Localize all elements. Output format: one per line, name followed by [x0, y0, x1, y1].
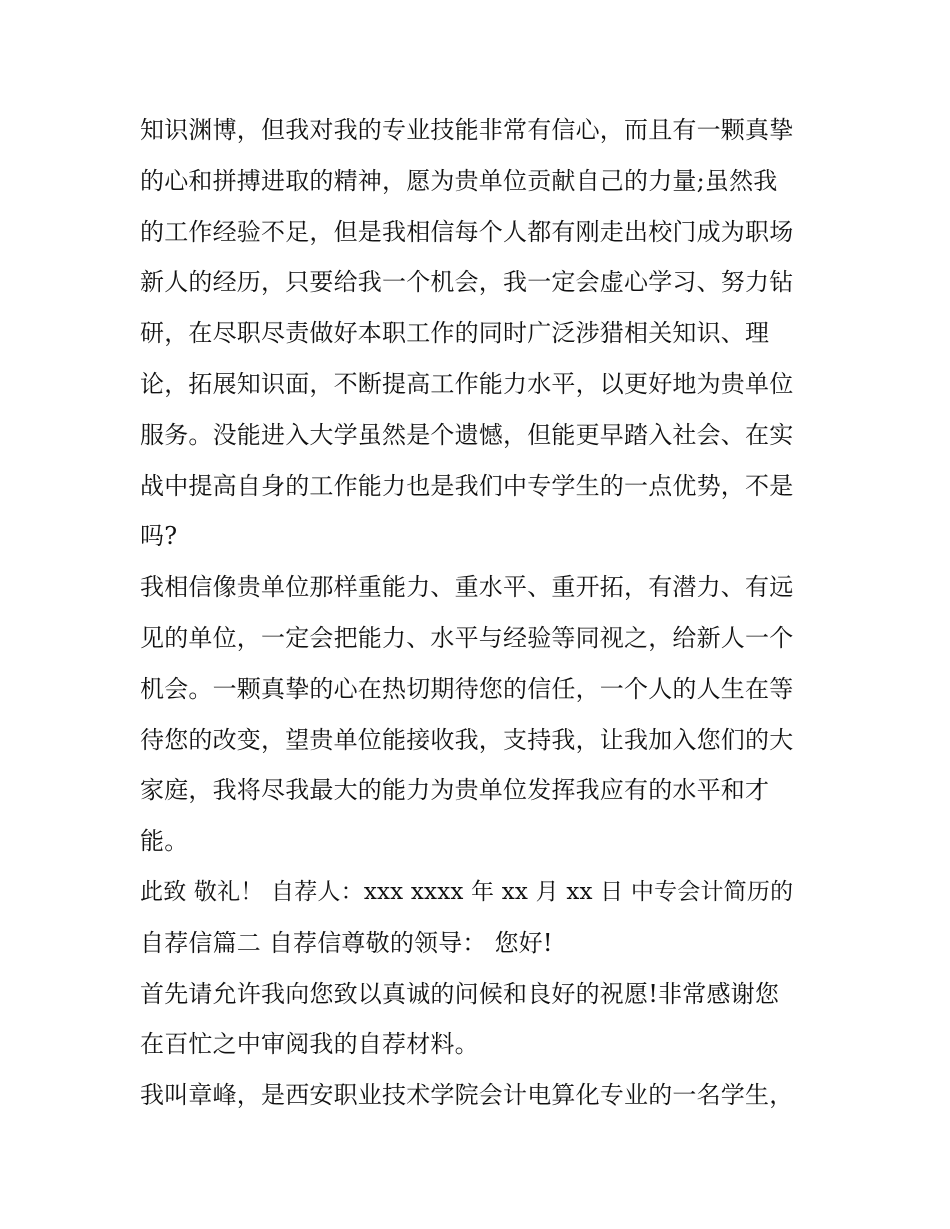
text-line: 我相信像贵单位那样重能力、重水平、重开拓，有潜力、有远 [140, 573, 794, 602]
text-line: 自荐信篇二 自荐信尊敬的领导： 您好! [140, 928, 553, 957]
text-line: 在百忙之中审阅我的自荐材料。 [140, 1030, 479, 1059]
text-line: 能。 [140, 827, 189, 856]
text-line: 服务。没能进入大学虽然是个遗憾，但能更早踏入社会、在实 [140, 420, 794, 449]
text-line: 首先请允许我向您致以真诚的问候和良好的祝愿!非常感谢您 [140, 979, 780, 1008]
text-line: 见的单位，一定会把能力、水平与经验等同视之，给新人一个 [140, 623, 794, 652]
text-line: 家庭，我将尽我最大的能力为贵单位发挥我应有的水平和才 [140, 776, 770, 805]
text-line: 新人的经历，只要给我一个机会，我一定会虚心学习、努力钻 [140, 268, 794, 297]
text-line: 的工作经验不足，但是我相信每个人都有刚走出校门成为职场 [140, 217, 794, 246]
text-line: 吗? [140, 522, 178, 551]
text-line: 研，在尽职尽责做好本职工作的同时广泛涉猎相关知识、理 [140, 319, 770, 348]
text-line: 此致 敬礼！ 自荐人：xxx xxxx 年 xx 月 xx 日 中专会计简历的 [140, 878, 794, 905]
text-line: 论，拓展知识面，不断提高工作能力水平，以更好地为贵单位 [140, 369, 794, 398]
document-body [140, 105, 820, 1121]
text-line: 知识渊博，但我对我的专业技能非常有信心，而且有一颗真挚 [140, 116, 794, 144]
text-line: 待您的改变，望贵单位能接收我，支持我，让我加入您们的大 [140, 725, 794, 754]
text-line: 我叫章峰，是西安职业技术学院会计电算化专业的一名学生， [140, 1081, 794, 1110]
text-line: 的心和拼搏进取的精神，愿为贵单位贡献自己的力量;虽然我 [140, 166, 778, 195]
text-line: 战中提高自身的工作能力也是我们中专学生的一点优势，不是 [140, 471, 794, 500]
text-line: 机会。一颗真挚的心在热切期待您的信任，一个人的人生在等 [140, 674, 794, 703]
